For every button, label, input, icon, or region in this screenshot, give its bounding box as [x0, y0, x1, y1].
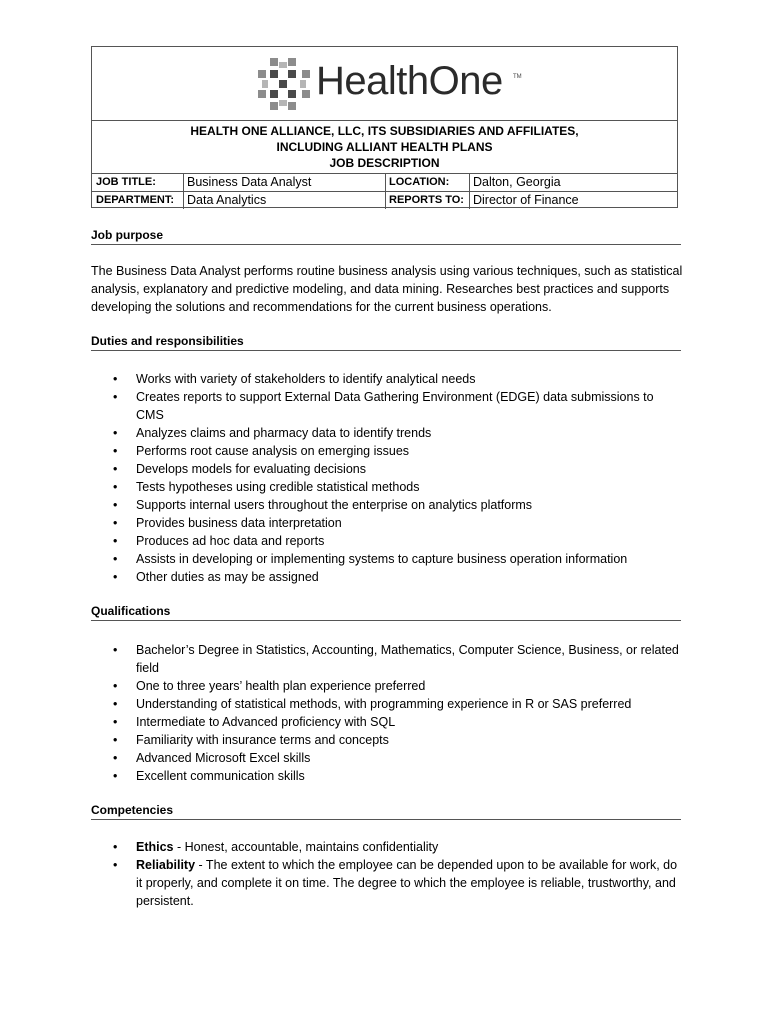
qualification-item [110, 731, 680, 749]
department-value: Data Analytics [187, 193, 267, 207]
competency-term: Reliability [136, 858, 196, 872]
competency-text: - Honest, accountable, maintains confidentiality [173, 840, 439, 854]
section-rule [91, 350, 681, 351]
competencies-list [110, 838, 680, 910]
job-purpose-text: The Business Data Analyst performs routine business analysis using various techniques, such as statistical analysis, explanatory and predictive modeling, and data mining. Researches best practices and supports developing the solutions and recommendations for the current business operations. [91, 264, 683, 314]
bullet-icon: • [113, 643, 118, 657]
bullet-icon: • [113, 372, 118, 386]
section-rule [91, 244, 681, 245]
duty-text: Analyzes claims and pharmacy data to identify trends [136, 426, 432, 440]
bullet-icon: • [113, 552, 118, 566]
qualification-text: Bachelor’s Degree in Statistics, Accounting, Mathematics, Computer Science, Business, or related field [136, 643, 679, 675]
competency-text: - The extent to which the employee can be depended upon to be available for work, do it properly, and complete it on time. The degree to which the employee is reliable, trustworthy, and persistent. [136, 858, 678, 908]
bullet-icon: • [113, 444, 118, 458]
bullet-icon: • [113, 426, 118, 440]
reports-to-label: REPORTS TO: [389, 194, 464, 206]
qualification-text: Intermediate to Advanced proficiency with SQL [136, 715, 396, 729]
bullet-icon: • [113, 679, 118, 693]
table-divider [183, 173, 184, 209]
qualifications-heading: Qualifications [91, 604, 171, 618]
location-label: LOCATION: [389, 176, 450, 188]
bullet-icon: • [113, 516, 118, 530]
qualifications-list [110, 641, 680, 785]
company-line-1: HEALTH ONE ALLIANCE, LLC, ITS SUBSIDIARIES AND AFFILIATES, [190, 124, 579, 138]
duty-text: Develops models for evaluating decisions [136, 462, 366, 476]
department-label: DEPARTMENT: [96, 194, 175, 206]
qualification-text: Advanced Microsoft Excel skills [136, 751, 311, 765]
qualification-item [110, 749, 680, 767]
duty-item [110, 442, 680, 460]
qualification-text: Excellent communication skills [136, 769, 305, 783]
duty-item [110, 370, 680, 388]
bullet-icon: • [113, 462, 118, 476]
duty-item [110, 532, 680, 550]
duty-text: Works with variety of stakeholders to identify analytical needs [136, 372, 476, 386]
bullet-icon: • [113, 498, 118, 512]
duty-text: Other duties as may be assigned [136, 570, 319, 584]
company-line-2: INCLUDING ALLIANT HEALTH PLANS [276, 140, 493, 154]
duty-item [110, 550, 680, 568]
header-box [91, 46, 678, 208]
reports-to-value: Director of Finance [473, 193, 579, 207]
duty-item [110, 514, 680, 532]
duty-text: Performs root cause analysis on emerging issues [136, 444, 410, 458]
qualification-item [110, 677, 680, 695]
bullet-icon: • [113, 480, 118, 494]
duty-item [110, 460, 680, 478]
duty-item [110, 388, 680, 424]
logo-trademark: TM [513, 74, 522, 80]
competency-item [110, 838, 680, 856]
competency-term: Ethics [136, 840, 174, 854]
competencies-heading: Competencies [91, 803, 174, 817]
logo-area [92, 47, 677, 121]
qualification-item [110, 767, 680, 785]
duty-item [110, 478, 680, 496]
qualification-item [110, 695, 680, 713]
bullet-icon: • [113, 390, 118, 404]
job-title-value: Business Data Analyst [187, 175, 312, 189]
duties-list [110, 370, 680, 586]
section-rule [91, 819, 681, 820]
bullet-icon: • [113, 715, 118, 729]
bullet-icon: • [113, 769, 118, 783]
bullet-icon: • [113, 697, 118, 711]
bullet-icon: • [113, 751, 118, 765]
table-divider [385, 173, 386, 209]
job-info-table [92, 173, 677, 209]
duty-text: Produces ad hoc data and reports [136, 534, 325, 548]
document-type: JOB DESCRIPTION [329, 156, 440, 170]
bullet-icon: • [113, 570, 118, 584]
logo-wordmark: HealthOne [316, 59, 503, 103]
duty-text: Assists in developing or implementing systems to capture business operation information [136, 552, 628, 566]
duty-item [110, 568, 680, 586]
logo-mark-icon [258, 58, 310, 110]
qualification-text: One to three years’ health plan experience preferred [136, 679, 426, 693]
section-rule [91, 620, 681, 621]
duty-text: Tests hypotheses using credible statistical methods [136, 480, 420, 494]
qualification-item [110, 641, 680, 677]
duty-text: Supports internal users throughout the enterprise on analytics platforms [136, 498, 533, 512]
duty-text: Provides business data interpretation [136, 516, 342, 530]
job-title-label: JOB TITLE: [96, 176, 156, 188]
bullet-icon: • [113, 534, 118, 548]
table-divider [469, 173, 470, 209]
duty-text: Creates reports to support External Data Gathering Environment (EDGE) data submissions to CMS [136, 390, 654, 422]
bullet-icon: • [113, 840, 118, 854]
qualification-item [110, 713, 680, 731]
qualification-text: Understanding of statistical methods, with programming experience in R or SAS preferred [136, 697, 632, 711]
bullet-icon: • [113, 858, 118, 872]
duties-heading: Duties and responsibilities [91, 334, 244, 348]
location-value: Dalton, Georgia [473, 175, 561, 189]
competency-item [110, 856, 680, 910]
duty-item [110, 496, 680, 514]
company-heading [92, 123, 677, 171]
duty-item [110, 424, 680, 442]
qualification-text: Familiarity with insurance terms and concepts [136, 733, 389, 747]
job-purpose-heading: Job purpose [91, 228, 164, 242]
bullet-icon: • [113, 733, 118, 747]
